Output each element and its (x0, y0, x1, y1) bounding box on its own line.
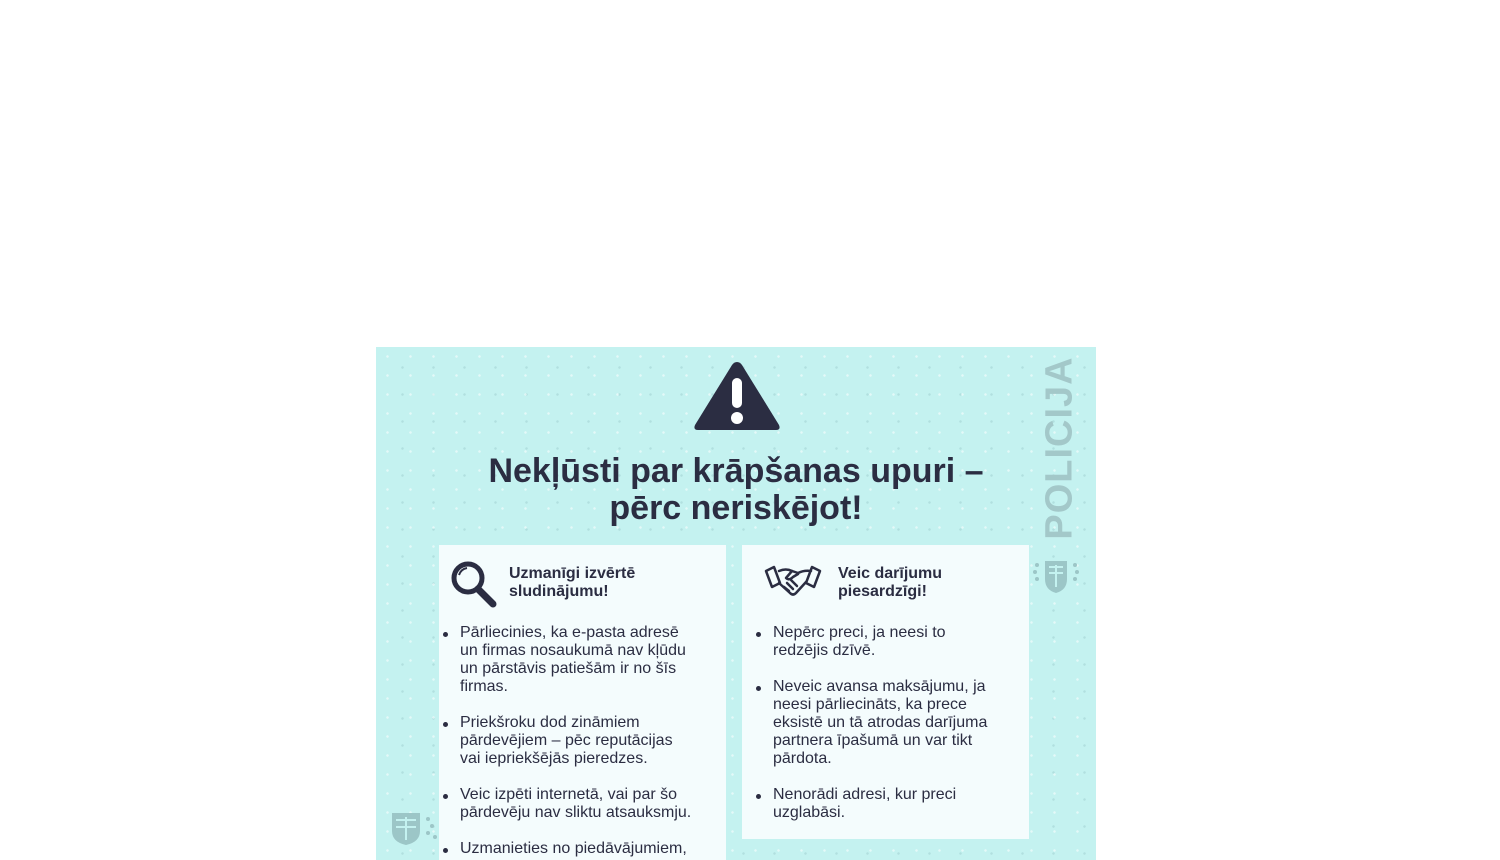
list-item-line: Nenorādi adresi, kur preci (773, 786, 957, 803)
list-item (439, 714, 726, 768)
list-item-line: pārdota. (773, 750, 832, 767)
list-item (742, 624, 1029, 660)
list-item-line: un pārstāvis patiešām ir no šīs (460, 660, 677, 677)
tip-card-deal (742, 545, 1029, 839)
side-watermark (1040, 357, 1080, 539)
list-item (439, 840, 726, 858)
list-item (439, 624, 726, 696)
warning-poster (376, 347, 1096, 860)
list-item (742, 786, 1029, 822)
handshake-icon (764, 561, 822, 603)
list-item-line: uzglabāsi. (773, 804, 846, 821)
list-item-line: Pārliecinies, ka e-pasta adresē (460, 624, 679, 641)
police-emblem-icon (388, 809, 440, 847)
card-title-line: sludinājumu! (509, 583, 609, 600)
list-item (742, 678, 1029, 768)
side-watermark-text: POLICIJA (1038, 356, 1081, 540)
list-item-line: vai iepriekšējās pieredzes. (460, 750, 648, 767)
list-item-line: pārdevējiem – pēc reputācijas (460, 732, 673, 749)
list-item-line: neesi pārliecināts, ka prece (773, 696, 967, 713)
tip-list (439, 624, 726, 860)
list-item-line: firmas. (460, 678, 508, 695)
warning-triangle-icon (692, 358, 782, 432)
list-item-line: Neveic avansa maksājumu, ja (773, 678, 986, 695)
card-title (509, 565, 709, 601)
list-item-line: Veic izpēti internetā, vai par šo (460, 786, 678, 803)
card-title-line: Veic darījumu (838, 565, 943, 582)
tip-list (742, 624, 1029, 840)
card-title-line: piesardzīgi! (838, 583, 927, 600)
list-item-line: Nepērc preci, ja neesi to (773, 624, 946, 641)
poster-headline-line1: Nekļūsti par krāpšanas upuri – (488, 452, 984, 490)
magnifier-icon (449, 559, 499, 609)
card-title-line: Uzmanīgi izvērtē (509, 565, 636, 582)
list-item-line: Priekšroku dod zināmiem (460, 714, 640, 731)
list-item-line: partnera īpašumā un var tikt (773, 732, 973, 749)
card-title (838, 565, 1038, 601)
tip-card-evaluate (439, 545, 726, 860)
list-item-line: Uzmanieties no piedāvājumiem, (460, 840, 687, 857)
list-item-line: redzējis dzīvē. (773, 642, 876, 659)
list-item (439, 786, 726, 822)
poster-headline-line2: pērc neriskējot! (609, 489, 863, 527)
list-item-line: eksistē un tā atrodas darījuma (773, 714, 988, 731)
police-emblem-icon (1032, 557, 1080, 595)
list-item-line: un firmas nosaukumā nav kļūdu (460, 642, 686, 659)
list-item-line: pārdevēju nav sliktu atsauksmju. (460, 804, 692, 821)
